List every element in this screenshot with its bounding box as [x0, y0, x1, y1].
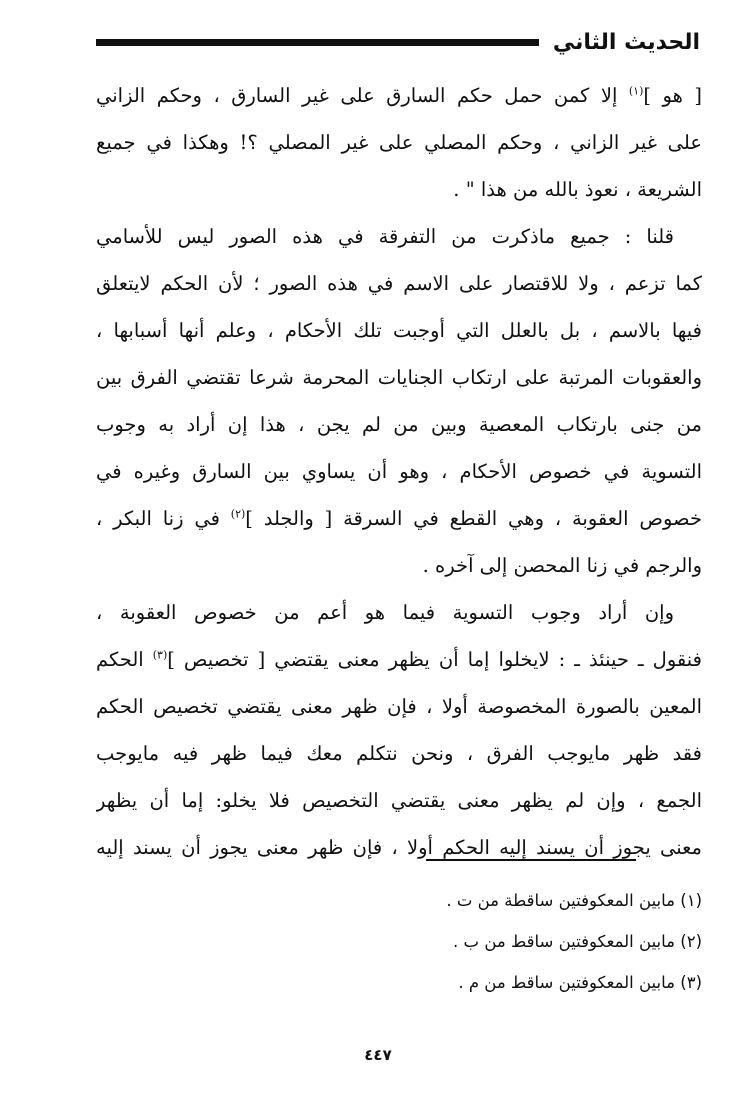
main-text: [96, 72, 702, 871]
page-header: [96, 20, 700, 64]
header-rule: [96, 39, 539, 46]
text-line: والعقوبات المرتبة على ارتكاب الجنايات المحرمة شرعا تقتضي الفرق بين: [96, 366, 702, 389]
text-line: الجمع ، وإن لم يظهر معنى يقتضي التخصيص فلا يخلو: إما أن يظهر: [96, 789, 702, 812]
footnote-separator: [426, 859, 636, 861]
footnote: (١) مابين المعكوفتين ساقطة من ت .: [446, 891, 702, 910]
text-line: التسوية في خصوص الأحكام ، وهو أن يساوي بين السارق وغيره في: [96, 460, 702, 483]
text-line: فنقول ـ حينئذ ـ : لايخلوا إما أن يظهر معنى يقتضي [ تخصيص ]$^{(٣)}$ الحكم: [96, 648, 702, 671]
footnote: (٢) مابين المعكوفتين ساقط من ب .: [453, 932, 702, 951]
text-line: والرجم في زنا المحصن إلى آخره .: [422, 554, 702, 577]
footnote: (٣) مابين المعكوفتين ساقط من م .: [458, 973, 702, 992]
text-line: المعين بالصورة المخصوصة أولا ، فإن ظهر معنى يقتضي تخصيص الحكم: [96, 695, 702, 718]
page-number: ٤٤٧: [364, 1046, 392, 1064]
footnote-reference: (٣): [152, 648, 168, 662]
text-line: فيها بالاسم ، بل بالعلل التي أوجبت تلك الأحكام ، وعلم أنها أسبابها ،: [96, 319, 702, 342]
text-line: معنى يجوز أن يسند إليه الحكم أولا ، فإن ظهر معنى يجوز أن يسند إليه: [96, 836, 702, 859]
text-line: [ هو ]$^{(١)}$ إلا كمن حمل حكم السارق على غير السارق ، وحكم الزاني: [96, 84, 702, 107]
footnotes: [96, 880, 702, 1003]
footnote-reference: (٢): [230, 507, 246, 521]
footnote-reference: (١): [628, 84, 644, 98]
text-line: على غير الزاني ، وحكم المصلي على غير المصلي ؟! وهكذا في جميع: [96, 131, 702, 154]
text-line: من جنى بارتكاب المعصية وبين من لم يجن ، هذا إن أراد به وجوب: [96, 413, 702, 436]
text-line: الشريعة ، نعوذ بالله من هذا " .: [453, 178, 702, 201]
chapter-title: الحديث الثاني: [552, 29, 700, 55]
text-line: فقد ظهر مايوجب الفرق ، ونحن نتكلم معك فيما ظهر فيه مايوجب: [96, 742, 702, 765]
text-line: قلنا : جميع ماذكرت من التفرقة في هذه الصور ليس للأسامي: [96, 225, 674, 248]
text-line: خصوص العقوبة ، وهي القطع في السرقة [ والجلد ]$^{(٢)}$ في زنا البكر ،: [96, 507, 702, 530]
text-line: وإن أراد وجوب التسوية فيما هو أعم من خصوص العقوبة ،: [96, 601, 674, 624]
text-line: كما تزعم ، ولا للاقتصار على الاسم في هذه الصور ؛ لأن الحكم لايتعلق: [96, 272, 702, 295]
